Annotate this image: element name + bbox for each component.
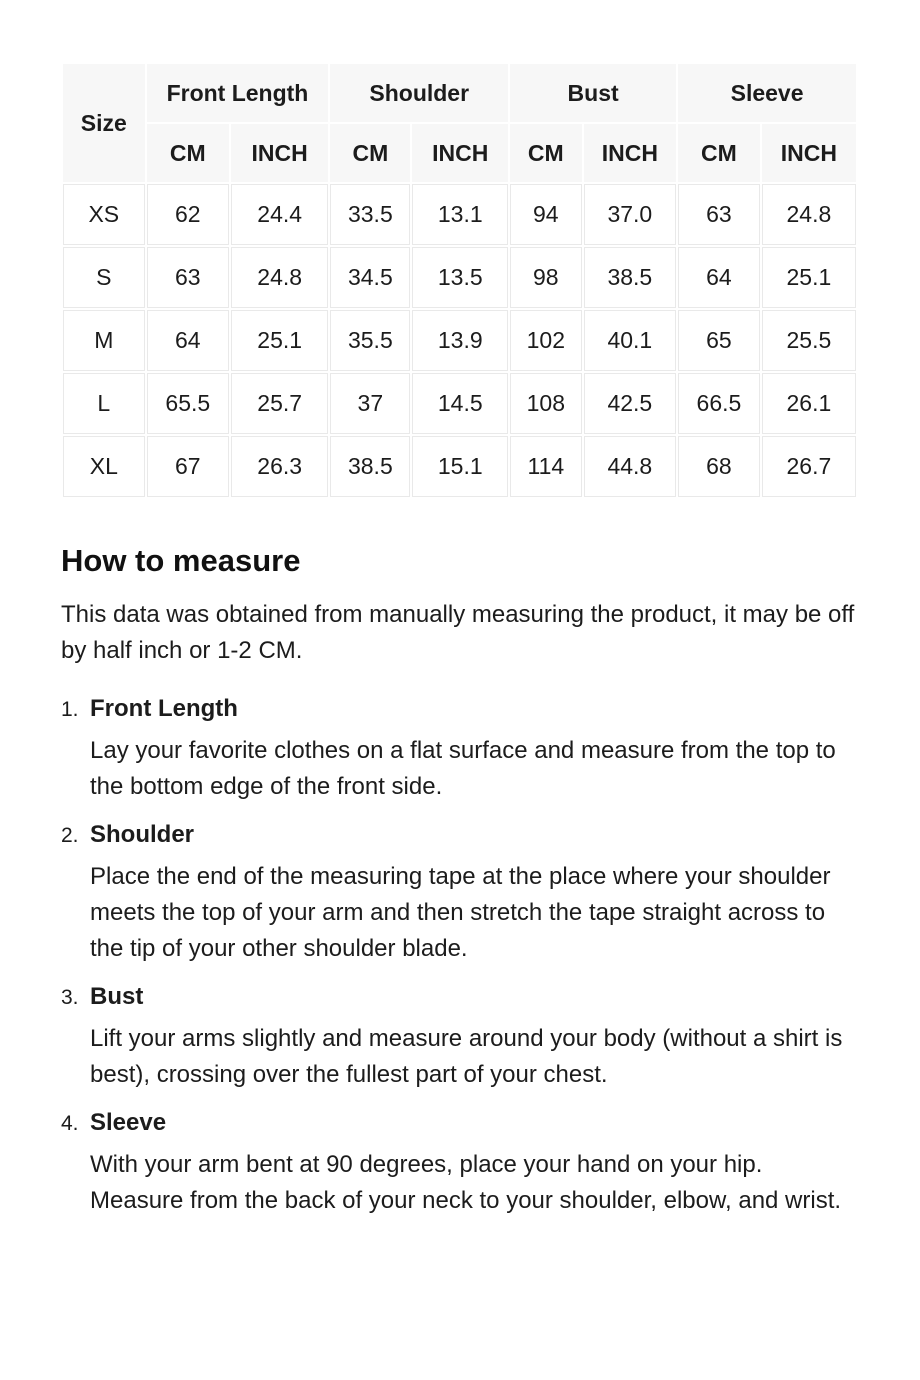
list-item-title: Bust	[90, 983, 144, 1010]
list-item-number: 4.	[61, 1112, 79, 1135]
value-cell: 64	[147, 310, 229, 371]
group-header-front-length: Front Length	[147, 64, 329, 122]
list-item-head	[61, 983, 857, 1011]
value-cell: 66.5	[678, 373, 760, 434]
value-cell: 65.5	[147, 373, 229, 434]
list-item	[61, 983, 857, 1093]
value-cell: 26.1	[762, 373, 856, 434]
how-to-measure-section	[61, 543, 857, 1219]
size-chart-table	[61, 62, 858, 499]
list-item-title: Front Length	[90, 695, 238, 722]
unit-header-bust-inch: INCH	[584, 124, 677, 182]
section-heading: How to measure	[61, 543, 301, 578]
value-cell: 38.5	[584, 247, 677, 308]
table-row	[63, 184, 856, 245]
value-cell: 65	[678, 310, 760, 371]
intro-text: This data was obtained from manually measuring the product, it may be off by half inch or 1-2 CM.	[61, 601, 855, 664]
list-item-head	[61, 695, 857, 723]
value-cell: 24.8	[762, 184, 856, 245]
list-item-number: 1.	[61, 698, 79, 721]
value-cell: 67	[147, 436, 229, 497]
list-item-title: Sleeve	[90, 1109, 167, 1136]
unit-header-sleeve-cm: CM	[678, 124, 760, 182]
size-cell: S	[63, 247, 145, 308]
value-cell: 102	[510, 310, 581, 371]
list-item-head	[61, 821, 857, 849]
value-cell: 68	[678, 436, 760, 497]
unit-header-shoulder-cm: CM	[330, 124, 410, 182]
list-item-number: 3.	[61, 986, 79, 1009]
size-chart-header	[63, 64, 856, 182]
value-cell: 25.5	[762, 310, 856, 371]
value-cell: 33.5	[330, 184, 410, 245]
unit-header-front-length-inch: INCH	[231, 124, 328, 182]
unit-header-row	[63, 124, 856, 182]
value-cell: 42.5	[584, 373, 677, 434]
unit-header-shoulder-inch: INCH	[412, 124, 508, 182]
value-cell: 13.9	[412, 310, 508, 371]
size-cell: XL	[63, 436, 145, 497]
list-item-title: Shoulder	[90, 821, 195, 848]
value-cell: 63	[678, 184, 760, 245]
value-cell: 24.4	[231, 184, 328, 245]
value-cell: 26.7	[762, 436, 856, 497]
value-cell: 98	[510, 247, 581, 308]
value-cell: 25.1	[762, 247, 856, 308]
list-item-description: With your arm bent at 90 degrees, place your hand on your hip. Measure from the back of your neck to your shoulder, elbow, and wrist.	[90, 1151, 842, 1214]
list-item	[61, 821, 857, 967]
value-cell: 37.0	[584, 184, 677, 245]
group-header-shoulder: Shoulder	[330, 64, 508, 122]
value-cell: 26.3	[231, 436, 328, 497]
list-item	[61, 695, 857, 805]
value-cell: 15.1	[412, 436, 508, 497]
value-cell: 37	[330, 373, 410, 434]
value-cell: 114	[510, 436, 581, 497]
list-item-head	[61, 1109, 857, 1137]
table-row	[63, 247, 856, 308]
value-cell: 13.5	[412, 247, 508, 308]
unit-header-bust-cm: CM	[510, 124, 581, 182]
size-cell: M	[63, 310, 145, 371]
value-cell: 25.1	[231, 310, 328, 371]
value-cell: 62	[147, 184, 229, 245]
value-cell: 35.5	[330, 310, 410, 371]
unit-header-front-length-cm: CM	[147, 124, 229, 182]
size-column-header: Size	[63, 64, 145, 182]
list-item-number: 2.	[61, 824, 79, 847]
value-cell: 64	[678, 247, 760, 308]
size-cell: XS	[63, 184, 145, 245]
list-item	[61, 1109, 857, 1219]
list-item-description: Lay your favorite clothes on a flat surface and measure from the top to the bottom edge of the front side.	[90, 737, 836, 800]
value-cell: 108	[510, 373, 581, 434]
table-row	[63, 373, 856, 434]
size-chart-body	[63, 184, 856, 497]
size-cell: L	[63, 373, 145, 434]
value-cell: 40.1	[584, 310, 677, 371]
value-cell: 44.8	[584, 436, 677, 497]
list-item-description: Place the end of the measuring tape at the place where your shoulder meets the top of your arm and then stretch the tape straight across to the tip of your other shoulder blade.	[90, 863, 831, 962]
list-item-description: Lift your arms slightly and measure around your body (without a shirt is best), crossing over the fullest part of your chest.	[90, 1025, 843, 1088]
value-cell: 25.7	[231, 373, 328, 434]
value-cell: 34.5	[330, 247, 410, 308]
value-cell: 63	[147, 247, 229, 308]
value-cell: 14.5	[412, 373, 508, 434]
group-header-sleeve: Sleeve	[678, 64, 856, 122]
value-cell: 24.8	[231, 247, 328, 308]
unit-header-sleeve-inch: INCH	[762, 124, 856, 182]
value-cell: 38.5	[330, 436, 410, 497]
value-cell: 94	[510, 184, 581, 245]
measure-list	[61, 695, 857, 1219]
group-header-row	[63, 64, 856, 122]
group-header-bust: Bust	[510, 64, 676, 122]
table-row	[63, 436, 856, 497]
value-cell: 13.1	[412, 184, 508, 245]
table-row	[63, 310, 856, 371]
